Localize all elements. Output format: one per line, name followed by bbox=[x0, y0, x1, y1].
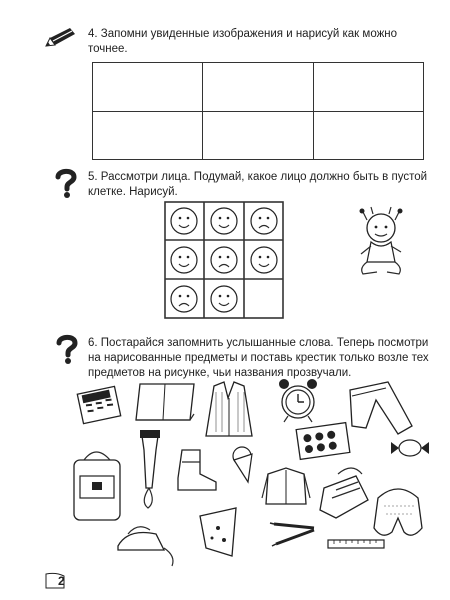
task-4-text: 4. Запомни увиденные изображения и нарисуй как можно точнее. bbox=[88, 28, 398, 55]
question-mark-icon bbox=[52, 167, 80, 199]
alarm-clock bbox=[279, 379, 317, 422]
paint-box bbox=[296, 423, 350, 460]
pencil-icon bbox=[44, 26, 78, 50]
flashlight bbox=[140, 430, 160, 508]
question-mark-icon bbox=[54, 333, 80, 365]
candy bbox=[391, 440, 429, 456]
drawing-grid[interactable] bbox=[92, 62, 424, 160]
objects-illustration[interactable] bbox=[66, 378, 436, 570]
task-6-text: 6. Постарайся запомнить услышанные слова. Теперь посмотри на нарисованные предметы и поставь крестик только возле тех предметов на рисунке, чьи названия прозвучали. bbox=[88, 337, 429, 379]
face-smile bbox=[211, 286, 237, 312]
task-5-text: 5. Рассмотри лица. Подумай, какое лицо должно быть в пустой клетке. Нарисуй. bbox=[88, 171, 428, 198]
trousers bbox=[350, 382, 412, 434]
face-smile bbox=[211, 208, 237, 234]
page-number: 2 bbox=[58, 574, 65, 588]
calculator bbox=[77, 386, 120, 423]
face-sad bbox=[251, 208, 277, 234]
face-sad bbox=[211, 247, 237, 273]
face-smile bbox=[171, 208, 197, 234]
cheese bbox=[200, 508, 236, 556]
fur-hat bbox=[374, 489, 422, 535]
pencil bbox=[272, 530, 314, 546]
face-smile bbox=[251, 247, 277, 273]
face-smile bbox=[171, 247, 197, 273]
iron bbox=[118, 527, 173, 566]
pen bbox=[270, 523, 314, 528]
ruler bbox=[328, 540, 384, 548]
page-number-marker bbox=[44, 572, 66, 590]
vest bbox=[206, 382, 252, 436]
ice-cream-cone bbox=[233, 447, 252, 482]
book bbox=[136, 384, 194, 420]
boot bbox=[178, 450, 216, 490]
face-sad bbox=[171, 286, 197, 312]
backpack bbox=[74, 452, 120, 520]
jacket bbox=[262, 468, 310, 504]
child-illustration bbox=[353, 206, 409, 278]
sneakers bbox=[320, 468, 368, 518]
faces-grid bbox=[164, 201, 284, 319]
